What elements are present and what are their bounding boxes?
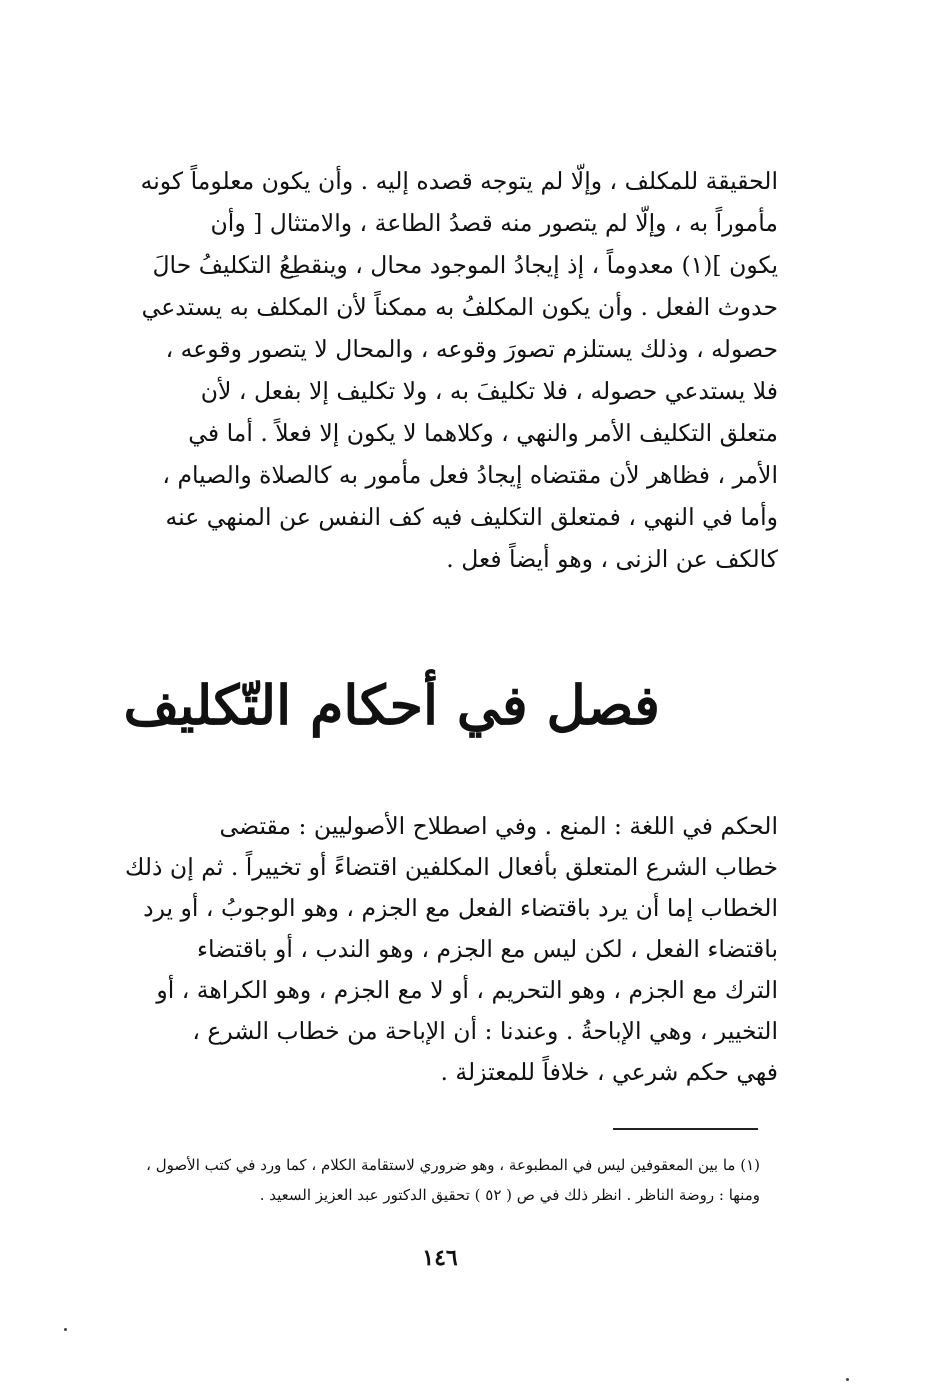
text-line: يكون ](١) معدوماً ، إذ إيجادُ الموجود محال ، وينقطِعُ التكليفُ حالَ xyxy=(152,251,778,279)
section-heading: فصل في أحكام التّكليف xyxy=(123,673,660,737)
paper-speck xyxy=(64,1328,67,1331)
footnote-line: ومنها : روضة الناظر . انظر ذلك في ص ( ٥٢ ) تحقيق الدكتور عبد العزيز السعيد . xyxy=(259,1186,760,1204)
text-line: حصوله ، وذلك يستلزم تصورَ وقوعه ، والمحال لا يتصور وقوعه ، xyxy=(165,335,778,363)
text-line: كالكف عن الزنى ، وهو أيضاً فعل . xyxy=(446,545,778,573)
text-line: التخيير ، وهي الإباحةُ . وعندنا : أن الإباحة من خطاب الشرع ، xyxy=(192,1017,778,1045)
text-line: الحكم في اللغة : المنع . وفي اصطلاح الأصوليين : مقتضى xyxy=(219,812,778,840)
text-line: فلا يستدعي حصوله ، فلا تكليفَ به ، ولا تكليف إلا بفعل ، لأن xyxy=(200,377,778,405)
body-paragraph-2 xyxy=(108,806,778,1093)
text-line: الخطاب إما أن يرد باقتضاء الفعل مع الجزم ، وهو الوجوبُ ، أو يرد xyxy=(143,894,778,922)
text-line: فهي حكم شرعي ، خلافاً للمعتزلة . xyxy=(440,1058,778,1086)
text-line: باقتضاء الفعل ، لكن ليس مع الجزم ، وهو الندب ، أو باقتضاء xyxy=(196,935,778,963)
text-line: الترك مع الجزم ، وهو التحريم ، أو لا مع الجزم ، وهو الكراهة ، أو xyxy=(156,976,778,1004)
text-line: مأموراً به ، وإلّا لم يتصور منه قصدُ الطاعة ، والامتثال [ وأن xyxy=(210,209,778,237)
text-line: وأما في النهي ، فمتعلق التكليف فيه كف النفس عن المنهي عنه xyxy=(165,503,778,531)
footnote-line: (١) ما بين المعقوفين ليس في المطبوعة ، وهو ضروري لاستقامة الكلام ، كما ورد في كتب الأصول ، xyxy=(146,1156,760,1174)
text-line: الأمر ، فظاهر لأن مقتضاه إيجادُ فعل مأمور به كالصلاة والصيام ، xyxy=(162,461,778,489)
text-line: حدوث الفعل . وأن يكون المكلفُ به ممكناً لأن المكلف به يستدعي xyxy=(141,293,778,321)
body-paragraph-1 xyxy=(108,160,778,580)
text-line: متعلق التكليف الأمر والنهي ، وكلاهما لا يكون إلا فعلاً . أما في xyxy=(188,419,778,447)
text-line: الحقيقة للمكلف ، وإلّا لم يتوجه قصده إليه . وأن يكون معلوماً كونه xyxy=(140,167,778,195)
text-line: خطاب الشرع المتعلق بأفعال المكلفين اقتضاءً أو تخييراً . ثم إن ذلك xyxy=(125,853,778,881)
footnote xyxy=(120,1150,760,1210)
page-number: ١٤٦ xyxy=(422,1245,458,1271)
footnote-divider xyxy=(613,1128,758,1130)
paper-speck xyxy=(846,1378,849,1381)
